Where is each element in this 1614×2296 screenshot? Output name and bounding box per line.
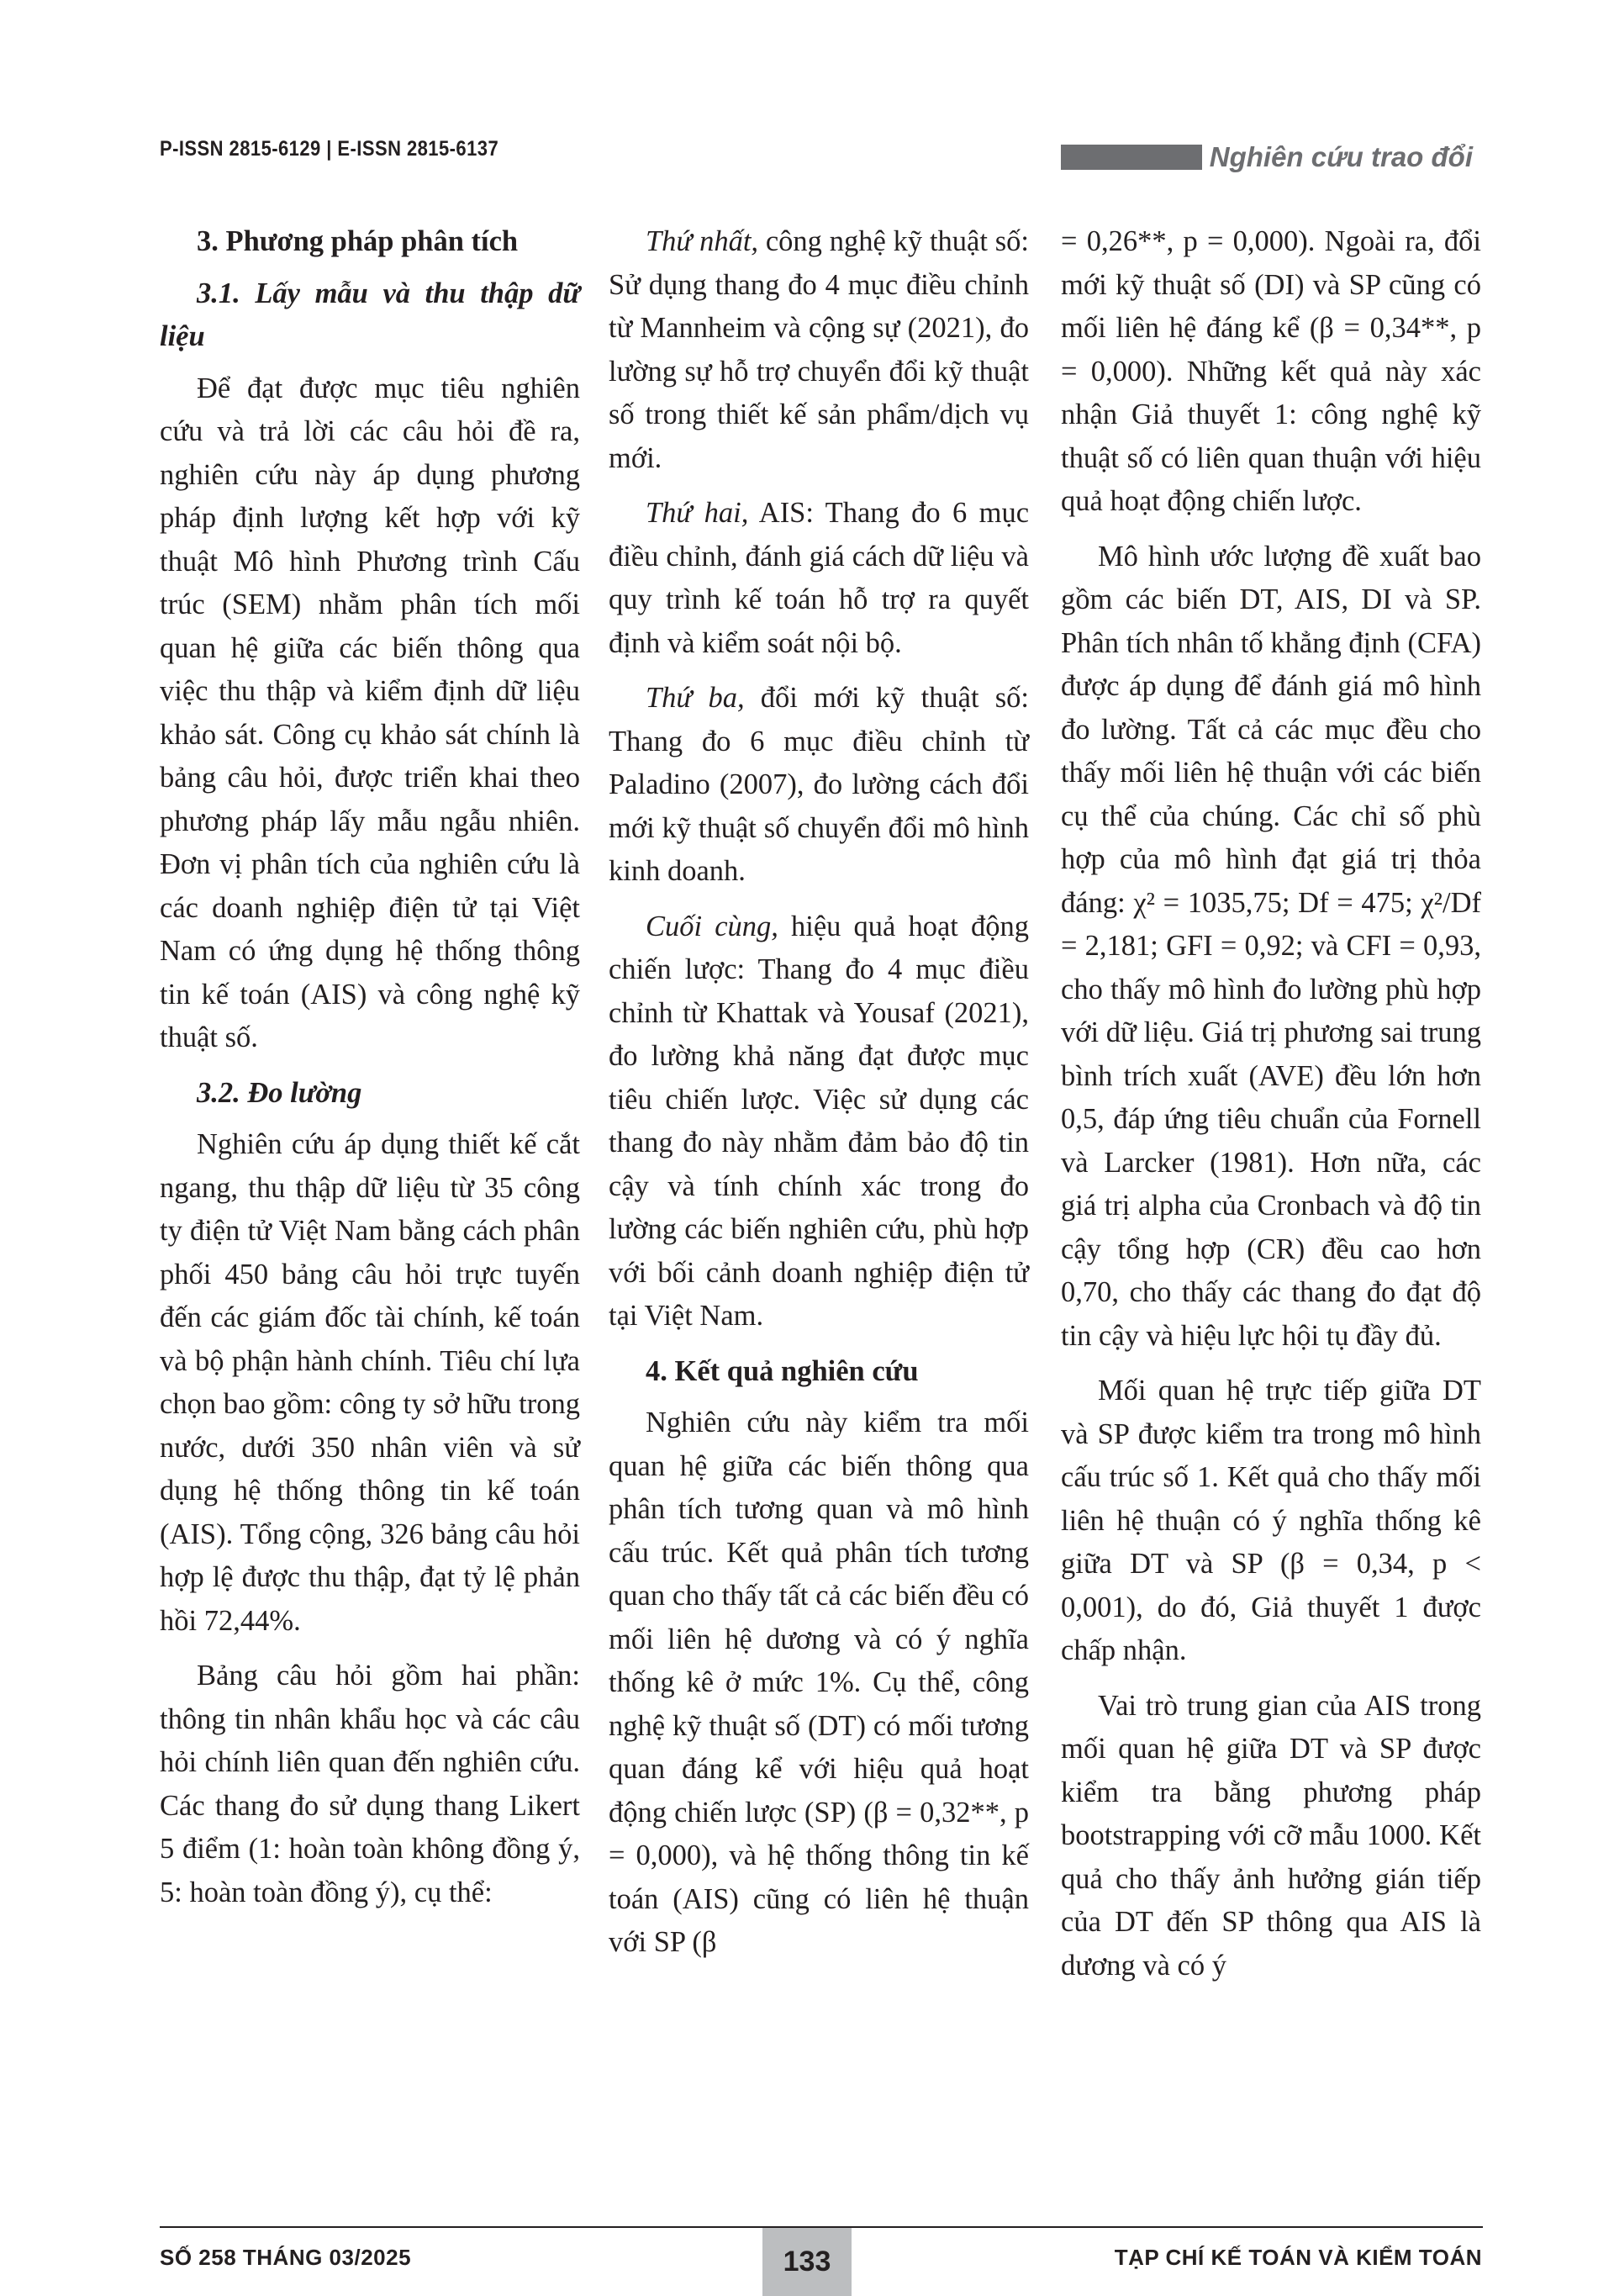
lead-text: Thứ hai, — [646, 497, 749, 529]
paragraph — [609, 905, 1029, 1338]
column-3 — [1061, 220, 1481, 1999]
paragraph-text: hiệu quả hoạt động chiến lược: Thang đo 4 mục điều chỉnh từ Khattak và Yousaf (2021), đo lường khả năng đạt được mục tiêu chiến lược. Việc sử dụng các thang đo này nhằm đảm bảo độ tin cậy và tính chính xác trong đo lường các biến nghiên cứu, phù hợp với bối cảnh doanh nghiệp điện tử tại Việt Nam. — [609, 910, 1029, 1332]
paragraph: Để đạt được mục tiêu nghiên cứu và trả lời các câu hỏi đề ra, nghiên cứu này áp dụng phương pháp định lượng kết hợp với kỹ thuật Mô hình Phương trình Cấu trúc (SEM) nhằm phân tích mối quan hệ giữa các biến thông qua việc thu thập và kiểm định dữ liệu khảo sát. Công cụ khảo sát chính là bảng câu hỏi, được triển khai theo phương pháp lấy mẫu ngẫu nhiên. Đơn vị phân tích của nghiên cứu là các doanh nghiệp điện tử tại Việt Nam có ứng dụng hệ thống thông tin kế toán (AIS) và công nghệ kỹ thuật số. — [160, 372, 580, 1053]
issn-header: P-ISSN 2815-6129 | E-ISSN 2815-6137 — [160, 137, 499, 161]
paragraph — [609, 492, 1029, 665]
section-title: Nghiên cứu trao đổi — [1209, 141, 1473, 172]
heading-sampling: 3.1. Lấy mẫu và thu thập dữ liệu — [160, 277, 580, 352]
paragraph: Mô hình ước lượng đề xuất bao gồm các biến DT, AIS, DI và SP. Phân tích nhân tố khẳng định (CFA) được áp dụng để đánh giá mô hình đo lường. Tất cả các mục đều cho thấy mối liên hệ thuận với các biến cụ thể của chúng. Các chỉ số phù hợp của mô hình đạt giá trị thỏa đáng: χ² = 1035,75; Df = 475; χ²/Df = 2,181; GFI = 0,92; và CFI = 0,93, cho thấy mô hình đo lường phù hợp với dữ liệu. Giá trị phương sai trung bình trích xuất (AVE) đều lớn hơn 0,5, đáp ứng tiêu chuẩn của Fornell và Larcker (1981). Hơn nữa, các giá trị alpha của Cronbach và độ tin cậy tổng hợp (CR) đều cao hơn 0,70, cho thấy các thang đo đạt độ tin cậy và hiệu lực hội tụ đầy đủ. — [1061, 540, 1481, 1352]
paragraph-text: công nghệ kỹ thuật số: Sử dụng thang đo 4 mục điều chỉnh từ Mannheim và cộng sự (2021), đo lường sự hỗ trợ chuyển đổi kỹ thuật số trong thiết kế sản phẩm/dịch vụ mới. — [609, 225, 1030, 474]
paragraph — [609, 677, 1029, 894]
paragraph: = 0,26**, p = 0,000). Ngoài ra, đổi mới kỹ thuật số (DI) và SP cũng có mối liên hệ đáng kể (β = 0,34**, p = 0,000). Những kết quả này xác nhận Giả thuyết 1: công nghệ kỹ thuật số có liên quan thuận với hiệu quả hoạt động chiến lược. — [1061, 225, 1481, 517]
paragraph: Bảng câu hỏi gồm hai phần: thông tin nhân khẩu học và các câu hỏi chính liên quan đến nghiên cứu. Các thang đo sử dụng thang Likert 5 điểm (1: hoàn toàn không đồng ý, 5: hoàn toàn đồng ý), cụ thể: — [160, 1660, 580, 1908]
paragraph: Nghiên cứu áp dụng thiết kế cắt ngang, thu thập dữ liệu từ 35 công ty điện tử Việt Nam bằng cách phân phối 450 bảng câu hỏi trực tuyến đến các giám đốc tài chính, kế toán và bộ phận hành chính. Tiêu chí lựa chọn bao gồm: công ty sở hữu trong nước, dưới 350 nhân viên và sử dụng hệ thống thông tin kế toán (AIS). Tổng cộng, 326 bảng câu hỏi hợp lệ được thu thập, đạt tỷ lệ phản hồi 72,44%. — [160, 1128, 580, 1637]
paragraph: Vai trò trung gian của AIS trong mối quan hệ giữa DT và SP được kiểm tra bằng phương pháp bootstrapping với cỡ mẫu 1000. Kết quả cho thấy ảnh hưởng gián tiếp của DT đến SP thông qua AIS là dương và có ý — [1061, 1689, 1481, 1982]
paragraph — [609, 220, 1029, 480]
heading-measurement: 3.2. Đo lường — [197, 1076, 362, 1109]
lead-text: Cuối cùng, — [646, 910, 778, 942]
lead-text: Thứ nhất, — [646, 225, 759, 257]
journal-name: TẠP CHÍ KẾ TOÁN VÀ KIỂM TOÁN — [1114, 2245, 1482, 2270]
paragraph-text: AIS: Thang đo 6 mục điều chỉnh, đánh giá cách dữ liệu và quy trình kế toán hỗ trợ ra quyết định và kiểm soát nội bộ. — [609, 497, 1030, 659]
paragraph: Mối quan hệ trực tiếp giữa DT và SP được kiểm tra trong mô hình cấu trúc số 1. Kết quả cho thấy mối liên hệ thuận có ý nghĩa thống kê giữa DT và SP (β = 0,34, p < 0,001), do đó, Giả thuyết 1 được chấp nhận. — [1061, 1375, 1481, 1666]
page-number: 133 — [762, 2228, 852, 2296]
column-1 — [160, 220, 580, 1926]
heading-method: 3. Phương pháp phân tích — [197, 225, 519, 257]
paragraph: Nghiên cứu này kiểm tra mối quan hệ giữa các biến thông qua phân tích tương quan và mô hình cấu trúc. Kết quả phân tích tương quan cho thấy tất cả các biến đều có mối liên hệ dương và có ý nghĩa thống kê ở mức 1%. Cụ thể, công nghệ kỹ thuật số (DT) có mối tương quan đáng kể với hiệu quả hoạt động chiến lược (SP) (β = 0,32**, p = 0,000), và hệ thống thông tin kế toán (AIS) cũng có liên hệ thuận với SP (β — [609, 1407, 1029, 1958]
lead-text: Thứ ba, — [646, 682, 745, 714]
heading-results: 4. Kết quả nghiên cứu — [646, 1354, 919, 1387]
paragraph-text: đổi mới kỹ thuật số: Thang đo 6 mục điều chỉnh từ Paladino (2007), đo lường cách đổi mới kỹ thuật số chuyển đổi mô hình kinh doanh. — [609, 682, 1029, 887]
issue-number: SỐ 258 THÁNG 03/2025 — [160, 2245, 412, 2270]
column-2 — [609, 220, 1029, 1977]
header-bar-decoration — [1061, 145, 1202, 170]
